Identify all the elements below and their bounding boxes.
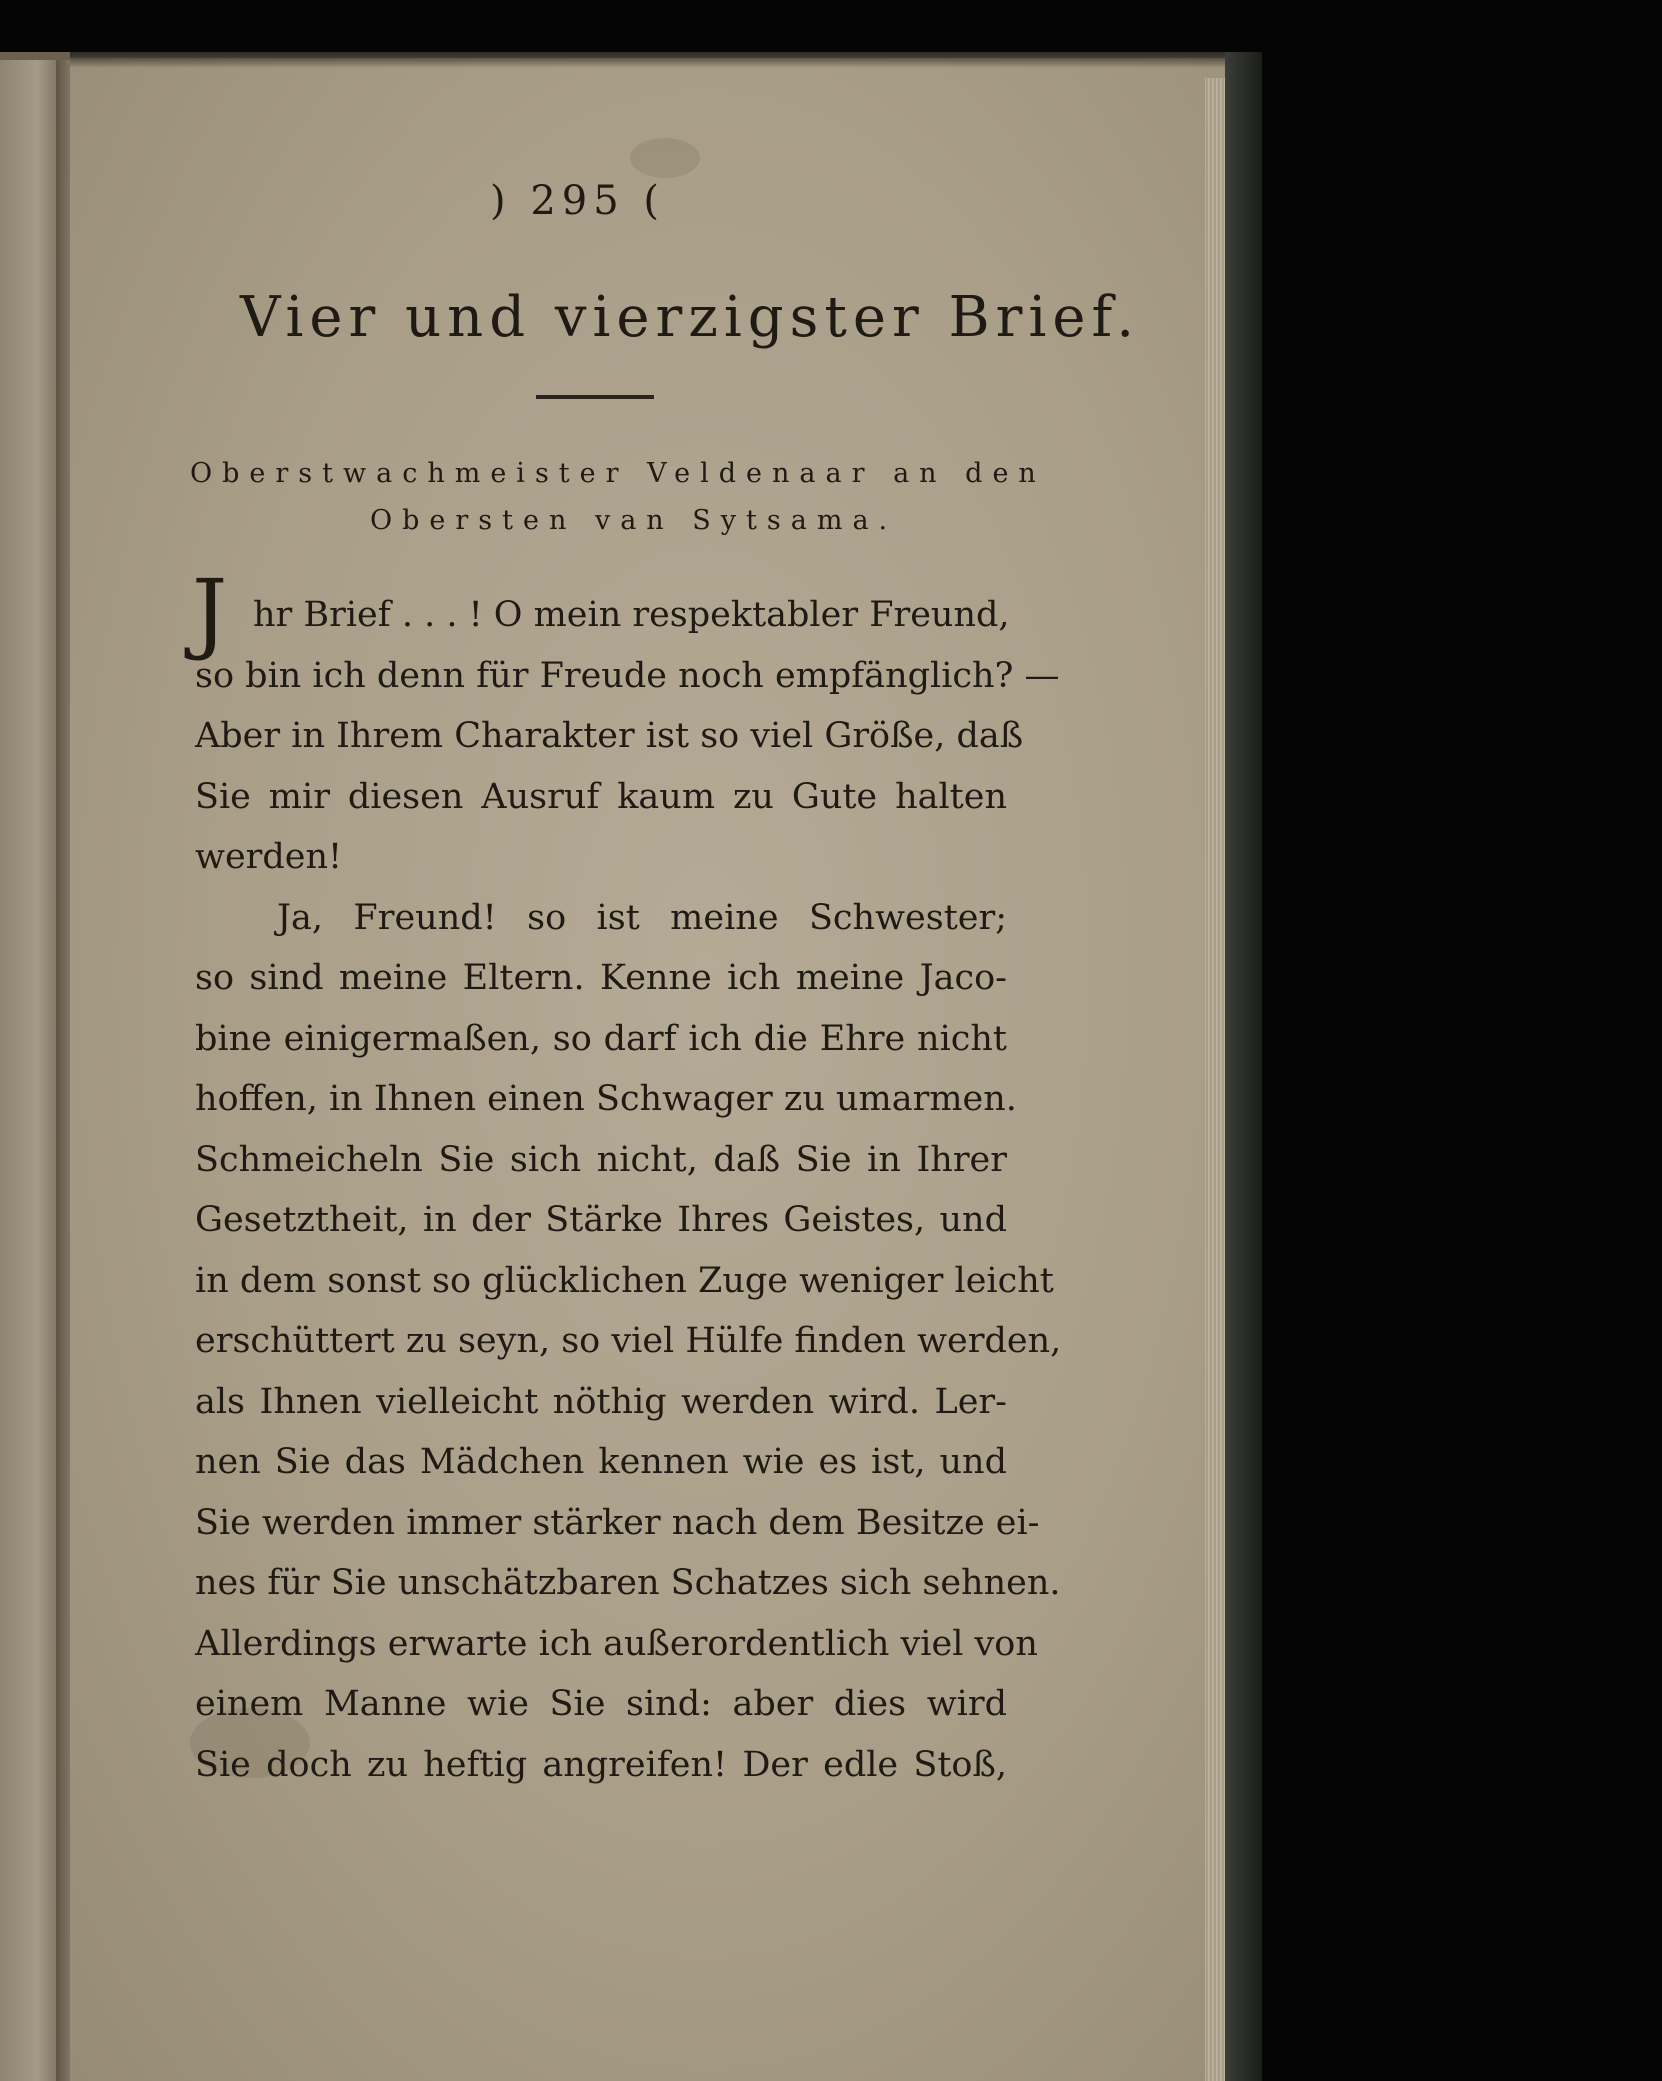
text-line: Allerdings erwarte ich außerordentlich viel von xyxy=(195,1623,1038,1664)
text-line: Sie werden immer stärker nach dem Besitze ei- xyxy=(195,1502,1040,1543)
letter-address-line-1: Oberstwachmeister Veldenaar an den xyxy=(190,458,1046,489)
letter-address-line-2: Obersten van Sytsama. xyxy=(370,505,898,536)
text-line: in dem sonst so glücklichen Zuge weniger leicht xyxy=(195,1260,1054,1301)
text-line: so sind meine Eltern. Kenne ich meine Jaco- xyxy=(195,958,1007,998)
page-stack-edge xyxy=(1205,78,1225,2081)
text-line: als Ihnen vielleicht nöthig werden wird. Ler- xyxy=(195,1381,1007,1422)
text-line: werden! xyxy=(195,837,343,877)
text-line: Aber in Ihrem Charakter ist so viel Größe, daß xyxy=(195,716,1024,756)
text-line: hr Brief . . . ! O mein respektabler Freund, xyxy=(253,595,1010,635)
text-line: Schmeicheln Sie sich nicht, daß Sie in Ihrer xyxy=(195,1139,1007,1180)
drop-cap: J xyxy=(192,560,228,663)
text-line: nen Sie das Mädchen kennen wie es ist, und xyxy=(195,1442,1007,1482)
text-line: einem Manne wie Sie sind: aber dies wird xyxy=(195,1684,1007,1724)
text-line: nes für Sie unschätzbaren Schatzes sich sehnen. xyxy=(195,1563,1061,1603)
title-rule xyxy=(536,395,654,399)
page-number: ) 295 ( xyxy=(490,178,665,224)
text-line: erschüttert zu seyn, so viel Hülfe finden werden, xyxy=(195,1321,1062,1361)
left-page-edge xyxy=(0,60,62,2081)
letter-title: Vier und vierzigster Brief. xyxy=(240,285,1141,350)
text-line: Sie mir diesen Ausruf kaum zu Gute halten xyxy=(195,776,1007,817)
text-line: so bin ich denn für Freude noch empfänglich? — xyxy=(195,655,1060,696)
text-line: Gesetztheit, in der Stärke Ihres Geistes, und xyxy=(195,1200,1007,1240)
page-top-shadow xyxy=(70,52,1260,68)
text-line: hoffen, in Ihnen einen Schwager zu umarmen. xyxy=(195,1079,1017,1119)
text-line: Ja, Freund! so ist meine Schwester; xyxy=(277,897,1007,938)
book-cover-edge xyxy=(1225,52,1262,2081)
text-line: Sie doch zu heftig angreifen! Der edle Stoß, xyxy=(195,1744,1007,1785)
text-line: bine einigermaßen, so darf ich die Ehre nicht xyxy=(195,1018,1007,1059)
